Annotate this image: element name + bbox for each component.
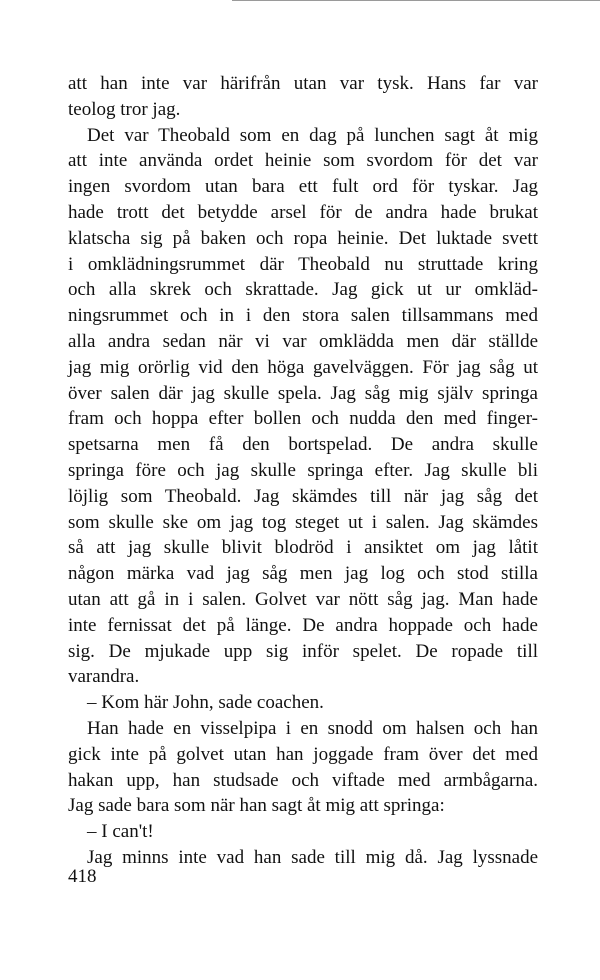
text-line: fram och hoppa efter bollen och nudda den med finger- [68,408,538,430]
text-line: hakan upp, han studsade och viftade med armbågarna. [68,769,538,791]
page-number: 418 [68,866,97,887]
text-line: att inte använda ordet heinie som svordom för det var [68,150,538,172]
text-line: någon märka vad jag såg men jag log och stod stilla [68,563,538,585]
text-line: varandra. [68,666,140,688]
text-line: – Kom här John, sade coachen. [87,692,324,714]
text-line: ningsrummet och in i den stora salen tillsammans med [68,305,538,327]
top-edge-rule [232,0,600,3]
text-line: alla andra sedan när vi var omklädda men där ställde [68,330,538,352]
text-line: att han inte var härifrån utan var tysk. Hans far var [68,73,538,94]
text-line: i omklädningsrummet där Theobald nu struttade kring [68,253,538,275]
text-line: och alla skrek och skrattade. Jag gick ut ur omkläd- [68,279,538,301]
text-line: så att jag skulle blivit blodröd i ansiktet om jag låtit [68,537,538,559]
text-line: springa före och jag skulle springa efter. Jag skulle bli [68,459,538,481]
text-line: ingen svordom utan bara ett fult ord för tyskar. Jag [68,176,538,198]
text-line: Jag sade bara som när han sagt åt mig att springa: [68,795,445,817]
body-text [68,71,538,871]
text-line: gick inte på golvet utan han joggade fram över det med [68,743,538,765]
text-line: Det var Theobald som en dag på lunchen sagt åt mig [87,124,538,146]
text-line: som skulle ske om jag tog steget ut i salen. Jag skämdes [68,511,538,533]
text-line: teolog tror jag. [68,98,181,120]
text-line: Jag minns inte vad han sade till mig då. Jag lyssnade [87,846,538,868]
text-line: hade trott det betydde arsel för de andra hade brukat [68,201,538,223]
text-line: – I can't! [87,821,154,843]
text-line: spetsarna men få den bortspelad. De andra skulle [68,434,538,456]
text-line: jag mig orörlig vid den höga gavelväggen. För jag såg ut [68,356,538,378]
text-line: klatscha sig på baken och ropa heinie. Det luktade svett [68,227,538,249]
text-line: Han hade en visselpipa i en snodd om halsen och han [87,717,538,739]
text-line: sig. De mjukade upp sig inför spelet. De ropade till [68,640,538,662]
text-line: över salen där jag skulle spela. Jag såg mig själv springa [68,382,538,404]
text-line: löjlig som Theobald. Jag skämdes till när jag såg det [68,485,538,507]
text-line: utan att gå in i salen. Golvet var nött såg jag. Man hade [68,588,538,610]
text-line: inte fernissat det på länge. De andra hoppade och hade [68,614,538,636]
